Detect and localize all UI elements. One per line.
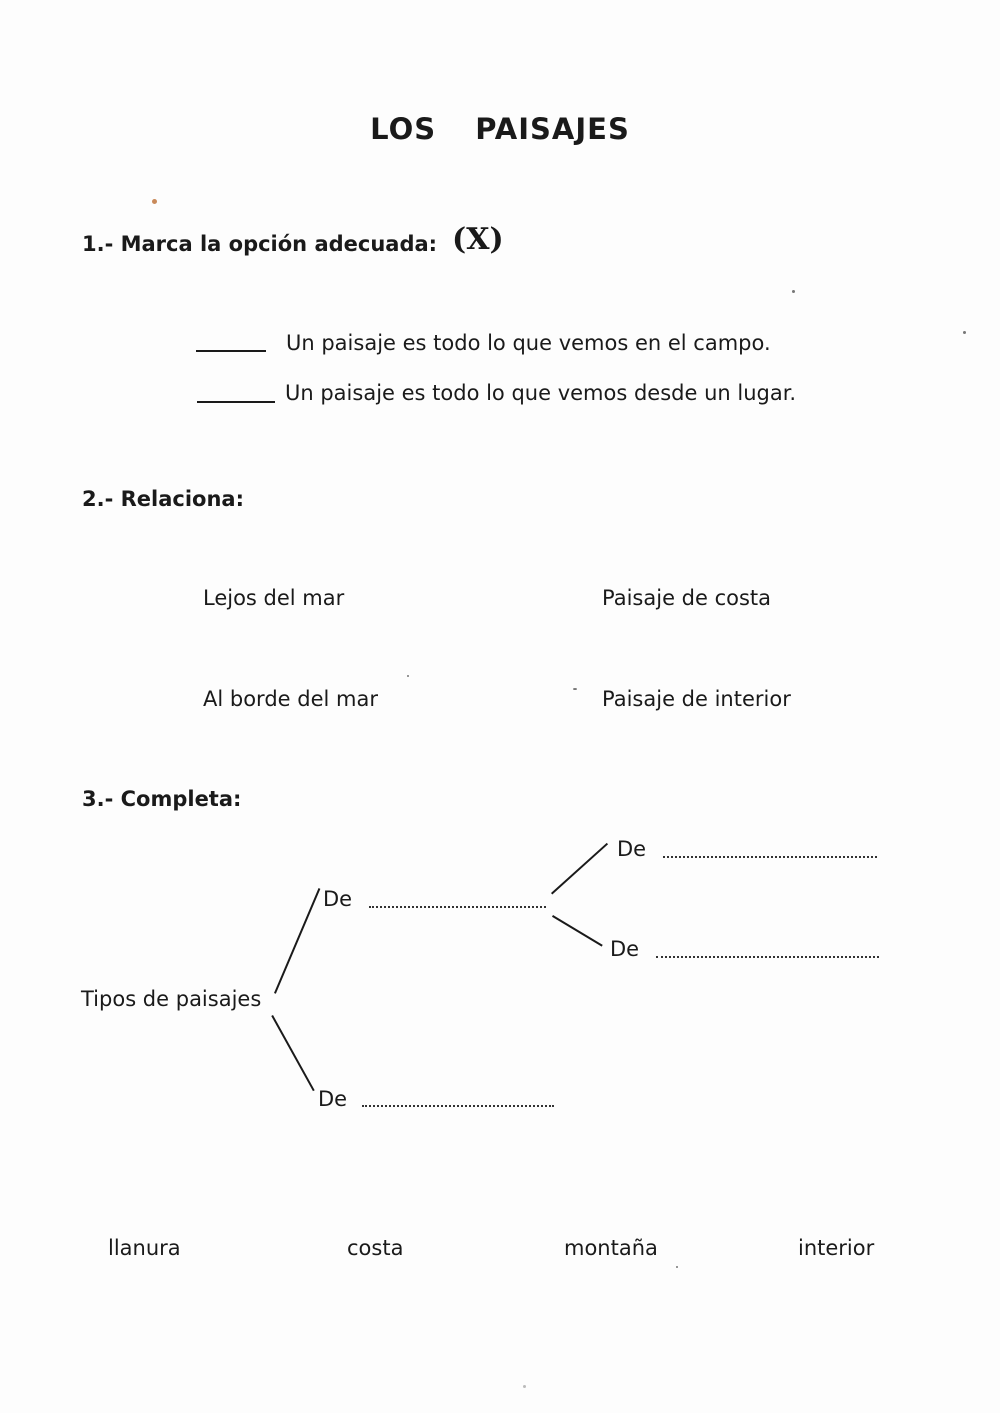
tree-node-de-3: De [610, 937, 640, 961]
answer-line-1[interactable] [369, 906, 546, 908]
tree-node-de-4: De [318, 1087, 348, 1111]
scan-speck [676, 1266, 678, 1268]
option1-blank[interactable] [196, 350, 266, 352]
section2-heading: 2.- Relaciona: [82, 487, 244, 511]
answer-line-3[interactable] [656, 956, 879, 958]
tree-node-de-2: De [617, 837, 647, 861]
word-bank-item[interactable]: llanura [108, 1236, 181, 1260]
page-title: LOS PAISAJES [370, 112, 630, 146]
relate-left-item-1[interactable]: Lejos del mar [203, 586, 345, 610]
scan-speck [152, 199, 157, 204]
tree-branch-upper [274, 888, 320, 994]
tree-branch-upper-upper [551, 843, 608, 895]
section1-mark-symbol: (X) [452, 222, 504, 257]
relate-right-item-1[interactable]: Paisaje de costa [602, 586, 772, 610]
tree-node-de-1: De [323, 887, 353, 911]
scan-speck [573, 688, 577, 690]
option1-text: Un paisaje es todo lo que vemos en el campo. [286, 331, 771, 355]
option2-text: Un paisaje es todo lo que vemos desde un lugar. [285, 381, 797, 405]
word-bank-item[interactable]: montaña [564, 1236, 658, 1260]
section1-heading: 1.- Marca la opción adecuada: [82, 232, 438, 256]
word-bank-item[interactable]: costa [347, 1236, 404, 1260]
scan-speck [963, 331, 966, 334]
word-bank-item[interactable]: interior [798, 1236, 875, 1260]
tree-root-label: Tipos de paisajes [81, 987, 262, 1011]
tree-branch-lower [271, 1015, 314, 1091]
option2-blank[interactable] [197, 401, 275, 403]
relate-left-item-2[interactable]: Al borde del mar [203, 687, 378, 711]
tree-branch-upper-lower [552, 915, 603, 947]
scan-speck [407, 675, 409, 677]
scan-speck [523, 1385, 526, 1388]
scan-speck [792, 290, 795, 293]
relate-right-item-2[interactable]: Paisaje de interior [602, 687, 791, 711]
section3-heading: 3.- Completa: [82, 787, 242, 811]
answer-line-2[interactable] [663, 856, 877, 858]
answer-line-4[interactable] [362, 1105, 554, 1107]
